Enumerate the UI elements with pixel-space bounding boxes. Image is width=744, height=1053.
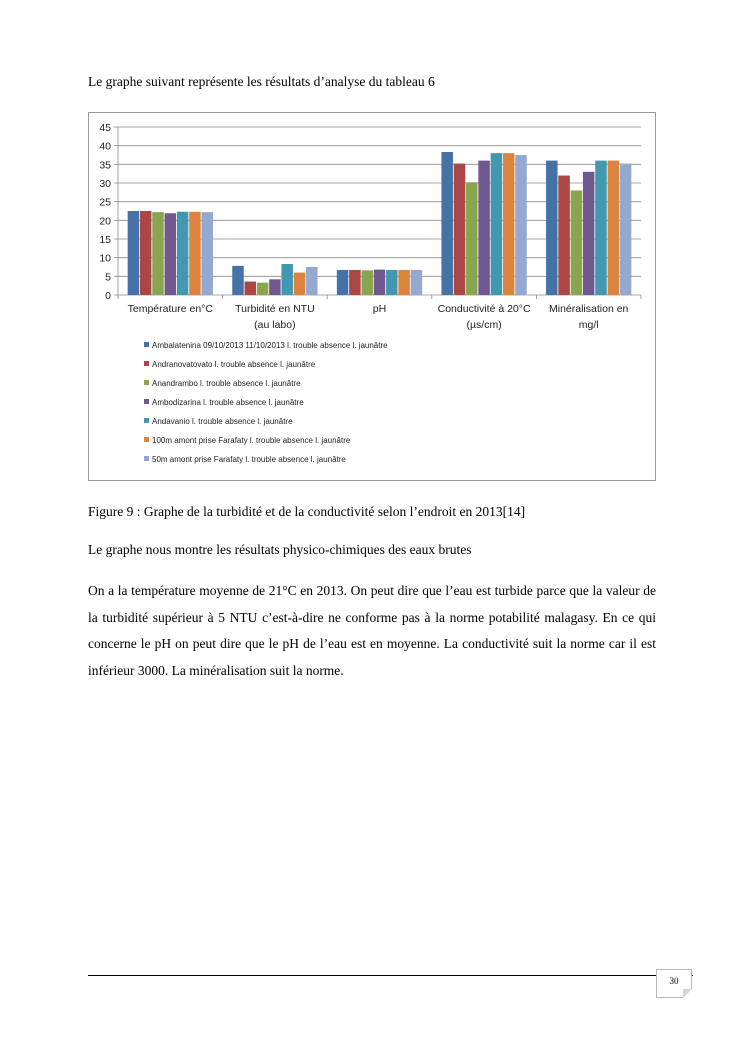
legend-label: Ambodizarina l. trouble absence l. jaunâtre <box>152 398 304 407</box>
y-tick-label: 25 <box>99 196 111 209</box>
legend-swatch <box>144 380 149 385</box>
bar <box>386 270 398 295</box>
legend-swatch <box>144 418 149 423</box>
bar <box>454 164 466 295</box>
paragraph-analysis: On a la température moyenne de 21°C en 2013. On peut dire que l’eau est turbide parce que la valeur de la turbidité supérieur à 5 NTU c’est-à-dire ne conforme pas à la norme potabilité malagasy. En ce qui concerne le pH on peut dire que le pH de l’eau est en moyenne. La conductivité suit la norme car il est inférieur 3000. La minéralisation suit la norme. <box>88 583 656 678</box>
bar <box>281 264 293 295</box>
x-tick-label: Température en°C <box>127 303 213 315</box>
bar <box>257 283 269 295</box>
bar <box>177 212 189 295</box>
bar <box>189 212 201 295</box>
bar <box>269 279 281 295</box>
legend-label: Anandrambo l. trouble absence l. jaunâtre <box>152 379 301 388</box>
bar <box>294 273 306 295</box>
x-tick-label: mg/l <box>578 319 599 331</box>
bar <box>152 212 164 295</box>
y-tick-label: 35 <box>99 159 111 172</box>
y-tick-label: 10 <box>99 252 111 265</box>
y-tick-label: 40 <box>99 140 111 153</box>
bar <box>201 212 213 295</box>
y-tick-label: 45 <box>99 122 111 134</box>
bar <box>515 155 527 295</box>
page-number-box <box>656 969 692 998</box>
bar <box>128 211 139 295</box>
bar <box>232 266 244 295</box>
bar <box>558 176 570 295</box>
page-number: 30 <box>669 976 679 986</box>
bar <box>478 161 490 295</box>
bar <box>503 153 515 295</box>
x-tick-label: (µs/cm) <box>466 319 502 331</box>
bar <box>349 270 361 295</box>
bar <box>398 270 410 295</box>
legend-swatch <box>144 456 149 461</box>
x-tick-label: Minéralisation en <box>549 303 629 315</box>
legend-swatch <box>144 399 149 404</box>
y-tick-label: 5 <box>105 271 111 284</box>
bar <box>140 211 152 295</box>
x-tick-label: (au labo) <box>254 319 296 331</box>
x-tick-label: pH <box>372 303 387 315</box>
bar <box>608 161 620 295</box>
bar <box>306 267 318 295</box>
bar <box>583 172 595 295</box>
legend-swatch <box>144 342 149 347</box>
legend-label: Ambalatenina 09/10/2013 11/10/2013 l. trouble absence l. jaunâtre <box>152 341 388 350</box>
page-fold-corner <box>683 989 692 998</box>
legend-label: 50m amont prise Farafaty l. trouble absence l. jaunâtre <box>152 455 346 464</box>
bar <box>374 270 386 295</box>
bar <box>245 282 256 295</box>
legend-label: Andavanio l. trouble absence l. jaunâtre <box>152 417 293 426</box>
bar <box>620 164 632 295</box>
bar <box>441 152 453 295</box>
legend-label: Andranovatovato l. trouble absence l. jaunâtre <box>152 360 316 369</box>
legend-swatch <box>144 361 149 366</box>
intro-text: Le graphe suivant représente les résultats d’analyse du tableau 6 <box>88 74 435 89</box>
bar <box>337 270 349 295</box>
footer-rule <box>88 975 693 976</box>
paragraph-summary: Le graphe nous montre les résultats physico-chimiques des eaux brutes <box>88 542 472 557</box>
bar <box>361 270 373 295</box>
chart-frame <box>88 112 656 481</box>
bar <box>595 161 607 295</box>
legend-swatch <box>144 437 149 442</box>
bar <box>571 190 583 295</box>
bar <box>466 182 478 295</box>
x-tick-label: Conductivité à 20°C <box>437 303 531 315</box>
bar <box>411 270 423 295</box>
bar <box>491 153 503 295</box>
legend-label: 100m amont prise Farafaty l. trouble absence l. jaunâtre <box>152 436 351 445</box>
figure-caption: Figure 9 : Graphe de la turbidité et de la conductivité selon l’endroit en 2013[14] <box>88 504 526 519</box>
bar <box>546 161 558 295</box>
y-tick-label: 30 <box>99 178 111 190</box>
bar-chart <box>89 113 655 480</box>
y-tick-label: 0 <box>105 290 111 302</box>
y-tick-label: 15 <box>99 234 111 246</box>
x-tick-label: Turbidité en NTU <box>235 303 315 315</box>
bar <box>165 213 177 295</box>
y-tick-label: 20 <box>99 215 111 228</box>
